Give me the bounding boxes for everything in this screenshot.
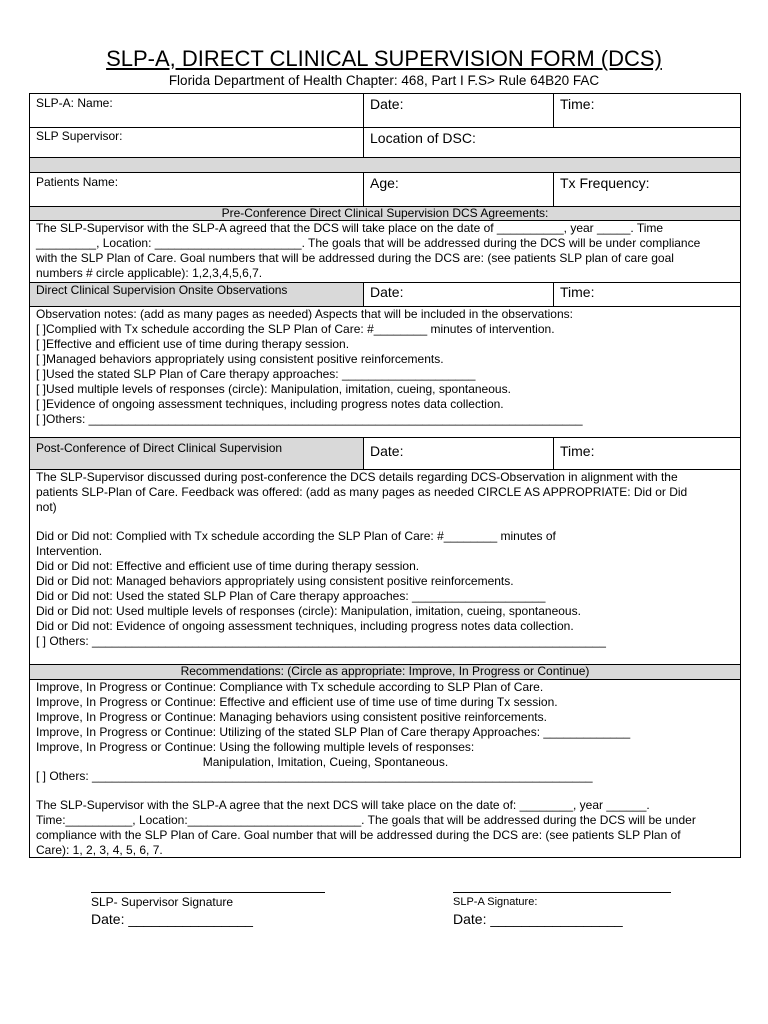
- post-conference-feedback: [36, 529, 606, 649]
- onsite-time-label[interactable]: Time:: [560, 284, 595, 300]
- recommendations-heading: Recommendations: (Circle as appropriate: Improve, In Progress or Continue): [180, 664, 590, 678]
- slp-supervisor-label[interactable]: SLP Supervisor:: [36, 129, 123, 143]
- observation-line[interactable]: [ ]Used multiple levels of responses (circle): Manipulation, imitation, cueing, spontaneous.: [36, 382, 511, 396]
- feedback-line[interactable]: Did or Did not: Managed behaviors appropriately using consistent positive reinforcements.: [36, 574, 514, 588]
- pre-conference-text: [36, 221, 700, 281]
- recommendation-line[interactable]: Improve, In Progress or Continue: Effective and efficient use of time use of time during Tx session.: [36, 695, 558, 709]
- observation-line[interactable]: [ ]Used the stated SLP Plan of Care therapy approaches: ____________________: [36, 367, 476, 381]
- observation-line[interactable]: [ ]Others: __________________________________________________________________________: [36, 412, 583, 426]
- patients-name-label[interactable]: Patients Name:: [36, 175, 119, 189]
- recommendation-line: Manipulation, Imitation, Cueing, Spontaneous.: [36, 755, 449, 769]
- observation-line[interactable]: [ ]Evidence of ongoing assessment techniques, including progress notes data collection.: [36, 397, 504, 411]
- supervisor-date-field[interactable]: Date: ________________: [91, 911, 253, 927]
- tx-frequency-label[interactable]: Tx Frequency:: [560, 175, 650, 191]
- text-line: patients SLP-Plan of Care. Feedback was offered: (add as many pages as needed CIRCLE AS APPROPRIATE: Did or Did: [36, 485, 688, 499]
- text-line: not): [36, 500, 57, 514]
- location-of-dsc-label[interactable]: Location of DSC:: [370, 130, 476, 146]
- text-line: The SLP-Supervisor with the SLP-A agree that the next DCS will take place on the date of: ________, year ______.: [36, 798, 650, 812]
- column-divider: [553, 282, 554, 306]
- column-divider: [363, 94, 364, 157]
- text-line: Time:__________, Location:__________________________. The goals that will be addressed during the DCS will be under: [36, 813, 696, 827]
- column-divider: [363, 437, 364, 469]
- column-divider: [363, 172, 364, 206]
- gray-spacer-row: [30, 157, 740, 172]
- row-divider: [30, 437, 740, 438]
- observation-line: Observation notes: (add as many pages as needed) Aspects that will be included in the observations:: [36, 307, 573, 321]
- observation-line[interactable]: [ ]Complied with Tx schedule according the SLP Plan of Care: #________ minutes of intervention.: [36, 322, 555, 336]
- post-conference-date-label[interactable]: Date:: [370, 443, 404, 459]
- slpa-signature-line[interactable]: [453, 892, 671, 893]
- page-subtitle: Florida Department of Health Chapter: 468, Part I F.S> Rule 64B20 FAC: [168, 73, 600, 88]
- slpa-date-field[interactable]: Date: _________________: [453, 911, 623, 927]
- feedback-line[interactable]: [ ] Others: _____________________________________________________________________________: [36, 634, 606, 648]
- post-conference-intro: [36, 470, 687, 515]
- pre-conference-heading: Pre-Conference Direct Clinical Supervision DCS Agreements:: [221, 206, 549, 220]
- feedback-line[interactable]: Did or Did not: Evidence of ongoing assessment techniques, including progress notes data collection.: [36, 619, 574, 633]
- feedback-line[interactable]: Did or Did not: Used the stated SLP Plan of Care therapy approaches: ____________________: [36, 589, 546, 603]
- recommendation-line[interactable]: Improve, In Progress or Continue: Utilizing of the stated SLP Plan of Care therapy Approaches: _____________: [36, 725, 631, 739]
- recommendations-list: [36, 680, 630, 770]
- row-divider: [30, 127, 740, 128]
- text-line: numbers # circle applicable): 1,2,3,4,5,6,7.: [36, 266, 263, 280]
- recommendations-others[interactable]: [ ] Others: ___________________________________________________________________________: [36, 769, 593, 783]
- slpa-name-label[interactable]: SLP-A: Name:: [36, 96, 113, 110]
- date-label[interactable]: Date:: [370, 96, 404, 112]
- slpa-signature-label: SLP-A Signature:: [453, 896, 538, 908]
- text-line: The SLP-Supervisor discussed during post-conference the DCS details regarding DCS-Observation in alignment with the: [36, 470, 678, 484]
- recommendation-line[interactable]: Improve, In Progress or Continue: Managing behaviors using consistent positive reinforcements.: [36, 710, 547, 724]
- next-dcs-text: [36, 798, 696, 858]
- text-line: _________, Location: ______________________. The goals that will be addressed during the DCS will be under compliance: [36, 236, 701, 250]
- feedback-line: Intervention.: [36, 544, 103, 558]
- post-conference-time-label[interactable]: Time:: [560, 443, 595, 459]
- onsite-date-label[interactable]: Date:: [370, 284, 404, 300]
- text-line: compliance with the SLP Plan of Care. Goal number that will be addressed during the DCS are: (see patients SLP Plan of: [36, 828, 681, 842]
- column-divider: [553, 94, 554, 127]
- supervision-form-table: [29, 93, 741, 858]
- recommendation-line[interactable]: Improve, In Progress or Continue: Using the following multiple levels of responses:: [36, 740, 475, 754]
- feedback-line[interactable]: Did or Did not: Effective and efficient use of time during therapy session.: [36, 559, 420, 573]
- row-divider: [30, 157, 740, 158]
- row-divider: [30, 172, 740, 173]
- observation-line[interactable]: [ ]Effective and efficient use of time during therapy session.: [36, 337, 350, 351]
- text-line: with the SLP Plan of Care. Goal numbers that will be addressed during the DCS are: (see patients SLP plan of care goal: [36, 251, 674, 265]
- feedback-line[interactable]: Did or Did not: Complied with Tx schedule according the SLP Plan of Care: #________ minutes of: [36, 529, 556, 543]
- observation-notes: [36, 307, 583, 427]
- column-divider: [553, 437, 554, 469]
- age-label[interactable]: Age:: [370, 175, 399, 191]
- onsite-observations-heading: Direct Clinical Supervision Onsite Observations: [36, 283, 288, 297]
- text-line: Care): 1, 2, 3, 4, 5, 6, 7.: [36, 843, 163, 857]
- supervisor-signature-line[interactable]: [91, 892, 325, 893]
- post-conference-heading: Post-Conference of Direct Clinical Supervision: [36, 441, 283, 455]
- column-divider: [363, 282, 364, 306]
- time-label[interactable]: Time:: [560, 96, 595, 112]
- text-line: The SLP-Supervisor with the SLP-A agreed that the DCS will take place on the date of __________, year _____. Time: [36, 221, 664, 235]
- recommendation-line[interactable]: Improve, In Progress or Continue: Compliance with Tx schedule according to SLP Plan of Care.: [36, 680, 544, 694]
- supervisor-signature-label: SLP- Supervisor Signature: [91, 895, 234, 909]
- observation-line[interactable]: [ ]Managed behaviors appropriately using consistent positive reinforcements.: [36, 352, 444, 366]
- feedback-line[interactable]: Did or Did not: Used multiple levels of responses (circle): Manipulation, imitation, cueing, spontaneous.: [36, 604, 581, 618]
- column-divider: [553, 172, 554, 206]
- page-title: SLP-A, DIRECT CLINICAL SUPERVISION FORM (DCS): [106, 46, 662, 71]
